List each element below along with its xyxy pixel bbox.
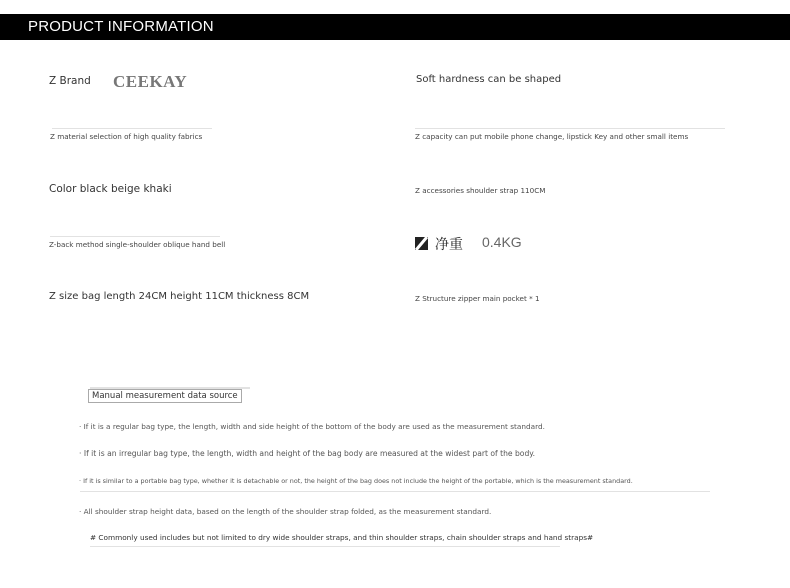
- faint-line: [80, 491, 710, 492]
- structure-text: Z Structure zipper main pocket * 1: [415, 294, 540, 303]
- slash-square-icon: [415, 237, 428, 250]
- header-bar: [0, 14, 790, 40]
- weight-value: 0.4KG: [482, 234, 522, 250]
- measurement-note: · All shoulder strap height data, based on the length of the shoulder strap folded, as the measurement standard.: [79, 507, 492, 516]
- material-text: Z material selection of high quality fabrics: [50, 132, 203, 141]
- measurement-note: · If it is similar to a portable bag type, whether it is detachable or not, the height of the bag does not include the height of the portable, which is the measurement standard.: [79, 477, 633, 485]
- faint-line: [90, 546, 560, 547]
- measurement-note: · If it is a regular bag type, the length, width and side height of the bottom of the body are used as the measurement standard.: [79, 422, 545, 431]
- brand-logo: CEEKAY: [113, 72, 188, 91]
- faint-line: [50, 236, 220, 237]
- color-text: Color black beige khaki: [49, 183, 172, 195]
- accessories-text: Z accessories shoulder strap 110CM: [415, 186, 546, 195]
- measurement-note: · If it is an irregular bag type, the length, width and height of the bag body are measured at the widest part of the body.: [79, 449, 536, 458]
- weight-label: 净重: [435, 237, 463, 253]
- size-text: Z size bag length 24CM height 11CM thickness 8CM: [49, 291, 310, 302]
- page-title: PRODUCT INFORMATION: [28, 18, 214, 35]
- back-method-text: Z-back method single-shoulder oblique hand bell: [49, 240, 226, 249]
- faint-line: [52, 128, 212, 129]
- faint-line: [415, 128, 725, 129]
- hardness-text: Soft hardness can be shaped: [416, 74, 562, 85]
- capacity-text: Z capacity can put mobile phone change, lipstick Key and other small items: [415, 132, 689, 141]
- measurement-heading: Manual measurement data source: [88, 389, 242, 403]
- brand-label: Z Brand: [49, 75, 91, 87]
- measurement-note: # Commonly used includes but not limited to dry wide shoulder straps, and thin shoulder straps, chain shoulder straps and hand straps#: [90, 533, 594, 542]
